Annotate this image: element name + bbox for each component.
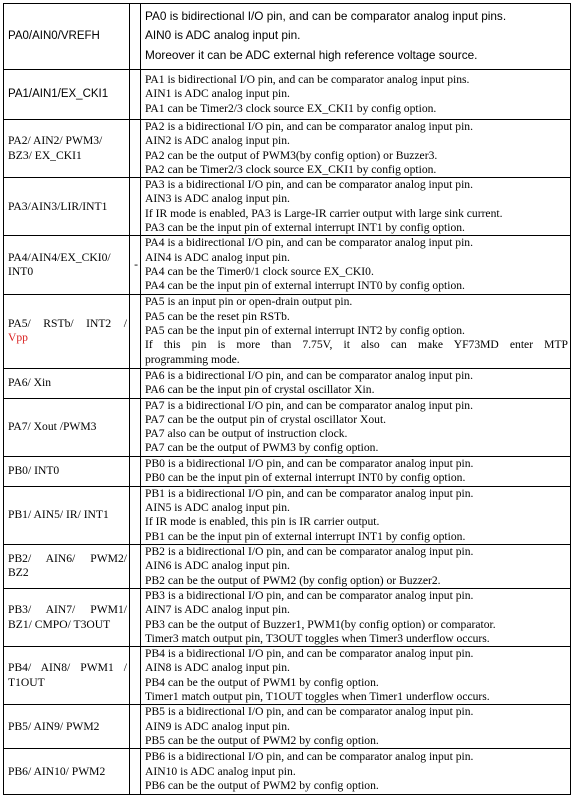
description-line: PB5 can be the output of PWM2 by config option. (145, 733, 379, 747)
description-line: If this pin is more than 7.75V, it also can make YF73MD enter MTP (145, 338, 568, 352)
pin-description (141, 486, 571, 544)
pin-name (4, 749, 130, 795)
pin-name (4, 456, 130, 486)
pin-type (130, 120, 141, 178)
pin-type (130, 178, 141, 236)
description-line: PA7 also can be output of instruction clock. (145, 427, 348, 441)
description-line: PB1 is a bidirectional I/O pin, and can be comparator analog input pin. (145, 486, 474, 500)
pin-name (4, 588, 130, 646)
table-row (4, 178, 571, 236)
pin-name (4, 70, 130, 120)
table-row (4, 294, 571, 368)
pin-name (4, 398, 130, 456)
pin-name-text: PA0/AIN0/VREFH (8, 30, 100, 43)
pin-type (130, 4, 141, 70)
description-line: AIN7 is ADC analog input pin. (145, 603, 290, 617)
pin-description (141, 294, 571, 368)
table-row (4, 544, 571, 588)
pin-name-text: PA4/AIN4/EX_CKI0/ (8, 250, 111, 264)
pin-description (141, 368, 571, 398)
description-line: PA3 is a bidirectional I/O pin, and can be comparator analog input pin. (145, 178, 473, 192)
description-line: PB2 is a bidirectional I/O pin, and can be comparator analog input pin. (145, 544, 474, 558)
pin-name-text-vpp: Vpp (8, 331, 28, 345)
pin-name (4, 544, 130, 588)
table-row (4, 398, 571, 456)
pin-type (130, 398, 141, 456)
description-line: Timer3 match output pin, T3OUT toggles when Timer3 underflow occurs. (145, 631, 490, 645)
pin-type (130, 456, 141, 486)
description-line: PB1 can be the input pin of external interrupt INT1 by config option. (145, 529, 466, 543)
description-line: PA1 can be Timer2/3 clock source EX_CKI1 by config option. (145, 101, 437, 115)
pin-name (4, 368, 130, 398)
pin-description (141, 749, 571, 795)
description-line: PB2 can be the output of PWM2 (by config option) or Buzzer2. (145, 573, 441, 587)
description-line: PB3 can be the output of Buzzer1, PWM1(by config option) or comparator. (145, 617, 496, 631)
description-line: PB4 is a bidirectional I/O pin, and can be comparator analog input pin. (145, 647, 474, 661)
description-line: PA6 can be the input pin of crystal oscillator Xin. (145, 383, 375, 397)
pin-name-text: PB6/ AIN10/ PWM2 (8, 764, 106, 778)
description-line: AIN6 is ADC analog input pin. (145, 559, 290, 573)
table-row (4, 588, 571, 646)
description-line: PB0 can be the input pin of external interrupt INT0 by config option. (145, 471, 466, 485)
description-line: PA5 can be the input pin of external interrupt INT2 by config option. (145, 323, 465, 337)
pin-type (130, 70, 141, 120)
description-line: If IR mode is enabled, PA3 is Large-IR carrier output with large sink current. (145, 206, 503, 220)
table-row (4, 705, 571, 749)
description-line: PA6 is a bidirectional I/O pin, and can be comparator analog input pin. (145, 368, 473, 382)
description-line: PB6 is a bidirectional I/O pin, and can be comparator analog input pin. (145, 750, 474, 764)
pin-name-text: INT0 (8, 264, 34, 278)
description-line: programming mode. (145, 352, 240, 366)
description-line: PB4 can be the output of PWM1 by config option. (145, 675, 379, 689)
description-line: PA5 can be the reset pin RSTb. (145, 309, 290, 323)
table-row (4, 4, 571, 70)
description-line: AIN10 is ADC analog input pin. (145, 764, 296, 778)
description-line: AIN3 is ADC analog input pin. (145, 192, 290, 206)
pin-name (4, 236, 130, 294)
pin-name-text: PA6/ Xin (8, 375, 52, 389)
pin-name-text: PA7/ Xout /PWM3 (8, 420, 97, 433)
pin-description (141, 647, 571, 705)
pin-type (130, 588, 141, 646)
description-line: PA5 is an input pin or open-drain output pin. (145, 295, 353, 309)
pin-name-text: PA1/AIN1/EX_CKI1 (8, 88, 109, 101)
table-row (4, 486, 571, 544)
table-row (4, 70, 571, 120)
table-row (4, 236, 571, 294)
description-line: PB3 is a bidirectional I/O pin, and can be comparator analog input pin. (145, 588, 474, 602)
description-line: AIN5 is ADC analog input pin. (145, 501, 290, 515)
description-line: PB6 can be the output of PWM2 by config option. (145, 778, 379, 792)
description-line: AIN2 is ADC analog input pin. (145, 134, 290, 148)
description-line: PB0 is a bidirectional I/O pin, and can be comparator analog input pin. (145, 456, 474, 470)
description-line: PA7 can be the output of PWM3 by config option. (145, 441, 379, 455)
pin-description (141, 398, 571, 456)
pin-name-text: PB1/ AIN5/ IR/ INT1 (8, 508, 109, 522)
description-line: If IR mode is enabled, this pin is IR carrier output. (145, 515, 380, 529)
pin-type (130, 705, 141, 749)
description-line: AIN0 is ADC analog input pin. (145, 28, 301, 43)
pin-description (141, 456, 571, 486)
description-line: PA2 can be Timer2/3 clock source EX_CKI1 by config option. (145, 162, 437, 176)
pin-name (4, 120, 130, 178)
description-line: Moreover it can be ADC external high reference voltage source. (145, 47, 478, 62)
pin-description (141, 705, 571, 749)
description-line: PA2 can be the output of PWM3(by config option) or Buzzer3. (145, 148, 438, 162)
pin-name-text: T1OUT (8, 675, 45, 689)
pin-name-text: PB3/ AIN7/ PWM1/ (8, 603, 127, 617)
pin-description (141, 120, 571, 178)
pin-name (4, 294, 130, 368)
pin-description (141, 236, 571, 294)
description-line: AIN1 is ADC analog input pin. (145, 87, 290, 101)
pin-description (141, 588, 571, 646)
table-row (4, 647, 571, 705)
description-line: AIN4 is ADC analog input pin. (145, 250, 290, 264)
description-line: PA2 is a bidirectional I/O pin, and can be comparator analog input pin. (145, 120, 473, 133)
pin-name (4, 486, 130, 544)
pin-name-text: BZ2 (8, 566, 29, 580)
description-line: PA4 can be the Timer0/1 clock source EX_CKI0. (145, 264, 374, 278)
pin-description (141, 70, 571, 120)
table-row (4, 456, 571, 486)
table-row (4, 749, 571, 795)
pin-name-text: BZ1/ CMPO/ T3OUT (8, 617, 111, 631)
description-line: PA7 is a bidirectional I/O pin, and can be comparator analog input pin. (145, 398, 473, 412)
description-line: PA7 can be the output pin of crystal oscillator Xout. (145, 412, 387, 426)
pin-name (4, 178, 130, 236)
pin-name-text: BZ3/ EX_CKI1 (8, 148, 82, 162)
pin-name-text: PA2/ AIN2/ PWM3/ (8, 134, 103, 148)
description-line: PA0 is bidirectional I/O pin, and can be comparator analog input pins. (145, 8, 507, 23)
pin-name-text: PB5/ AIN9/ PWM2 (8, 719, 100, 733)
pin-name (4, 705, 130, 749)
description-line: PA4 is a bidirectional I/O pin, and can be comparator analog input pin. (145, 236, 473, 250)
table-row (4, 368, 571, 398)
pin-type (130, 647, 141, 705)
pin-name (4, 4, 130, 70)
pin-description (141, 178, 571, 236)
table-row (4, 120, 571, 178)
description-line: PA1 is bidirectional I/O pin, and can be comparator analog input pins. (145, 73, 470, 87)
pin-type (130, 749, 141, 795)
pin-name-text: PA3/AIN3/LIR/INT1 (8, 199, 108, 213)
pin-name-text: PB0/ INT0 (8, 464, 60, 478)
description-line: Timer1 match output pin, T1OUT toggles when Timer1 underflow occurs. (145, 690, 490, 704)
pin-description-table (3, 3, 571, 795)
pin-description (141, 4, 571, 70)
pin-type (130, 368, 141, 398)
description-line: PA3 can be the input pin of external interrupt INT1 by config option. (145, 221, 465, 235)
pin-name (4, 647, 130, 705)
pin-name-text: PA5/ RSTb/ INT2 / (8, 316, 127, 330)
pin-type (130, 544, 141, 588)
pin-description (141, 544, 571, 588)
description-line: PB5 is a bidirectional I/O pin, and can be comparator analog input pin. (145, 705, 474, 719)
pin-type (130, 486, 141, 544)
description-line: AIN9 is ADC analog input pin. (145, 719, 290, 733)
description-line: PA4 can be the input pin of external interrupt INT0 by config option. (145, 279, 465, 293)
pin-name-text: PB2/ AIN6/ PWM2/ (8, 552, 127, 566)
pin-type (130, 294, 141, 368)
pin-name-text: PB4/ AIN8/ PWM1 / (8, 661, 127, 675)
description-line: AIN8 is ADC analog input pin. (145, 661, 290, 675)
pin-type: - (130, 236, 141, 294)
